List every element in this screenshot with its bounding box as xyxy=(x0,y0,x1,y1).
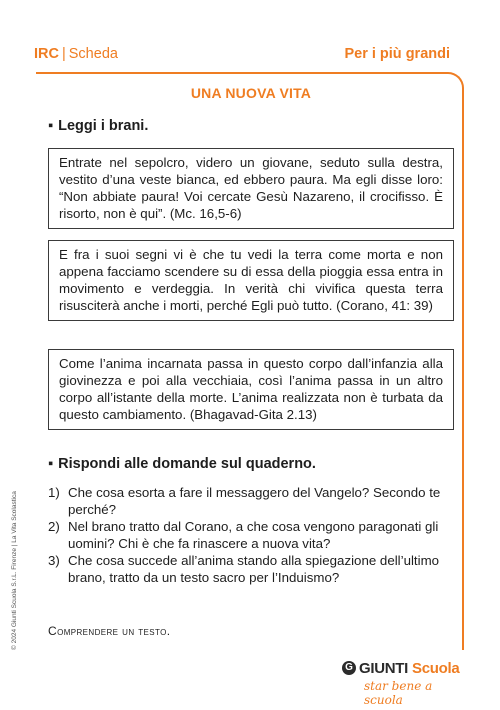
logo-tagline: star bene a scuola xyxy=(364,679,433,707)
bullet-icon: ▪ xyxy=(48,118,54,134)
answer-heading-text: Rispondi alle domande sul quaderno. xyxy=(58,456,316,472)
quote-box-gospel: Entrate nel sepolcro, videro un giovane, seduto sulla destra, vestito d’una veste bianca, ed ebbero paura. Ma egli disse loro: “Non abbiate paura! Voi cercate Gesù Nazareno, il crocifisso. È risorto, non è qui”. (Mc. 16,5-6) xyxy=(48,148,454,229)
header-separator: | xyxy=(61,46,66,62)
footer-label: Comprendere un testo. xyxy=(48,624,171,638)
bullet-icon: ▪ xyxy=(48,456,54,472)
answer-heading xyxy=(48,456,316,472)
question-list xyxy=(48,484,448,586)
question-text: Nel brano tratto dal Corano, a che cosa vengono paragonati gli uomini? Chi è che fa rinascere a nuova vita? xyxy=(68,519,439,551)
brand-label: IRC xyxy=(34,46,59,62)
question-number: 3) xyxy=(48,553,60,568)
question-number: 2) xyxy=(48,519,60,534)
list-item xyxy=(48,518,448,552)
logo-mark-icon: G xyxy=(342,661,356,675)
quote-box-quran: E fra i suoi segni vi è che tu vedi la terra come morta e non appena facciamo scendere su di essa della pioggia essa entra in movimento e verdeggia. In verità chi vivifica questa terra risusciterà anche i morti, perché Egli può tutto. (Corano, 41: 39) xyxy=(48,240,454,321)
publisher-logo xyxy=(342,660,462,707)
header-left xyxy=(34,46,118,62)
read-heading xyxy=(48,118,148,134)
logo-brand-giunti: GIUNTI xyxy=(359,660,409,677)
question-number: 1) xyxy=(48,485,60,500)
logo-brand-scuola: Scuola xyxy=(412,660,460,677)
copyright-text: © 2024 Giunti Scuola S.r.L. Firenze | La Vita Scolastica xyxy=(11,491,18,650)
section-label: Scheda xyxy=(68,46,118,62)
quote-box-gita: Come l’anima incarnata passa in questo corpo dall’infanzia alla giovinezza e poi alla vecchiaia, così l’anima passa in un altro corpo all’istante della morte. L’anima realizzata non è turbata da questo cambiamento. (Bhagavad-Gita 2.13) xyxy=(48,349,454,430)
question-text: Che cosa esorta a fare il messaggero del Vangelo? Secondo te perché? xyxy=(68,485,441,517)
header-right-title: Per i più grandi xyxy=(344,46,450,62)
read-heading-text: Leggi i brani. xyxy=(58,118,149,134)
list-item xyxy=(48,484,448,518)
question-text: Che cosa succede all’anima stando alla spiegazione dell’ultimo brano, tratto da un testo sacro per l’Induismo? xyxy=(68,553,440,585)
card-title: UNA NUOVA VITA xyxy=(190,85,312,101)
list-item xyxy=(48,552,448,586)
